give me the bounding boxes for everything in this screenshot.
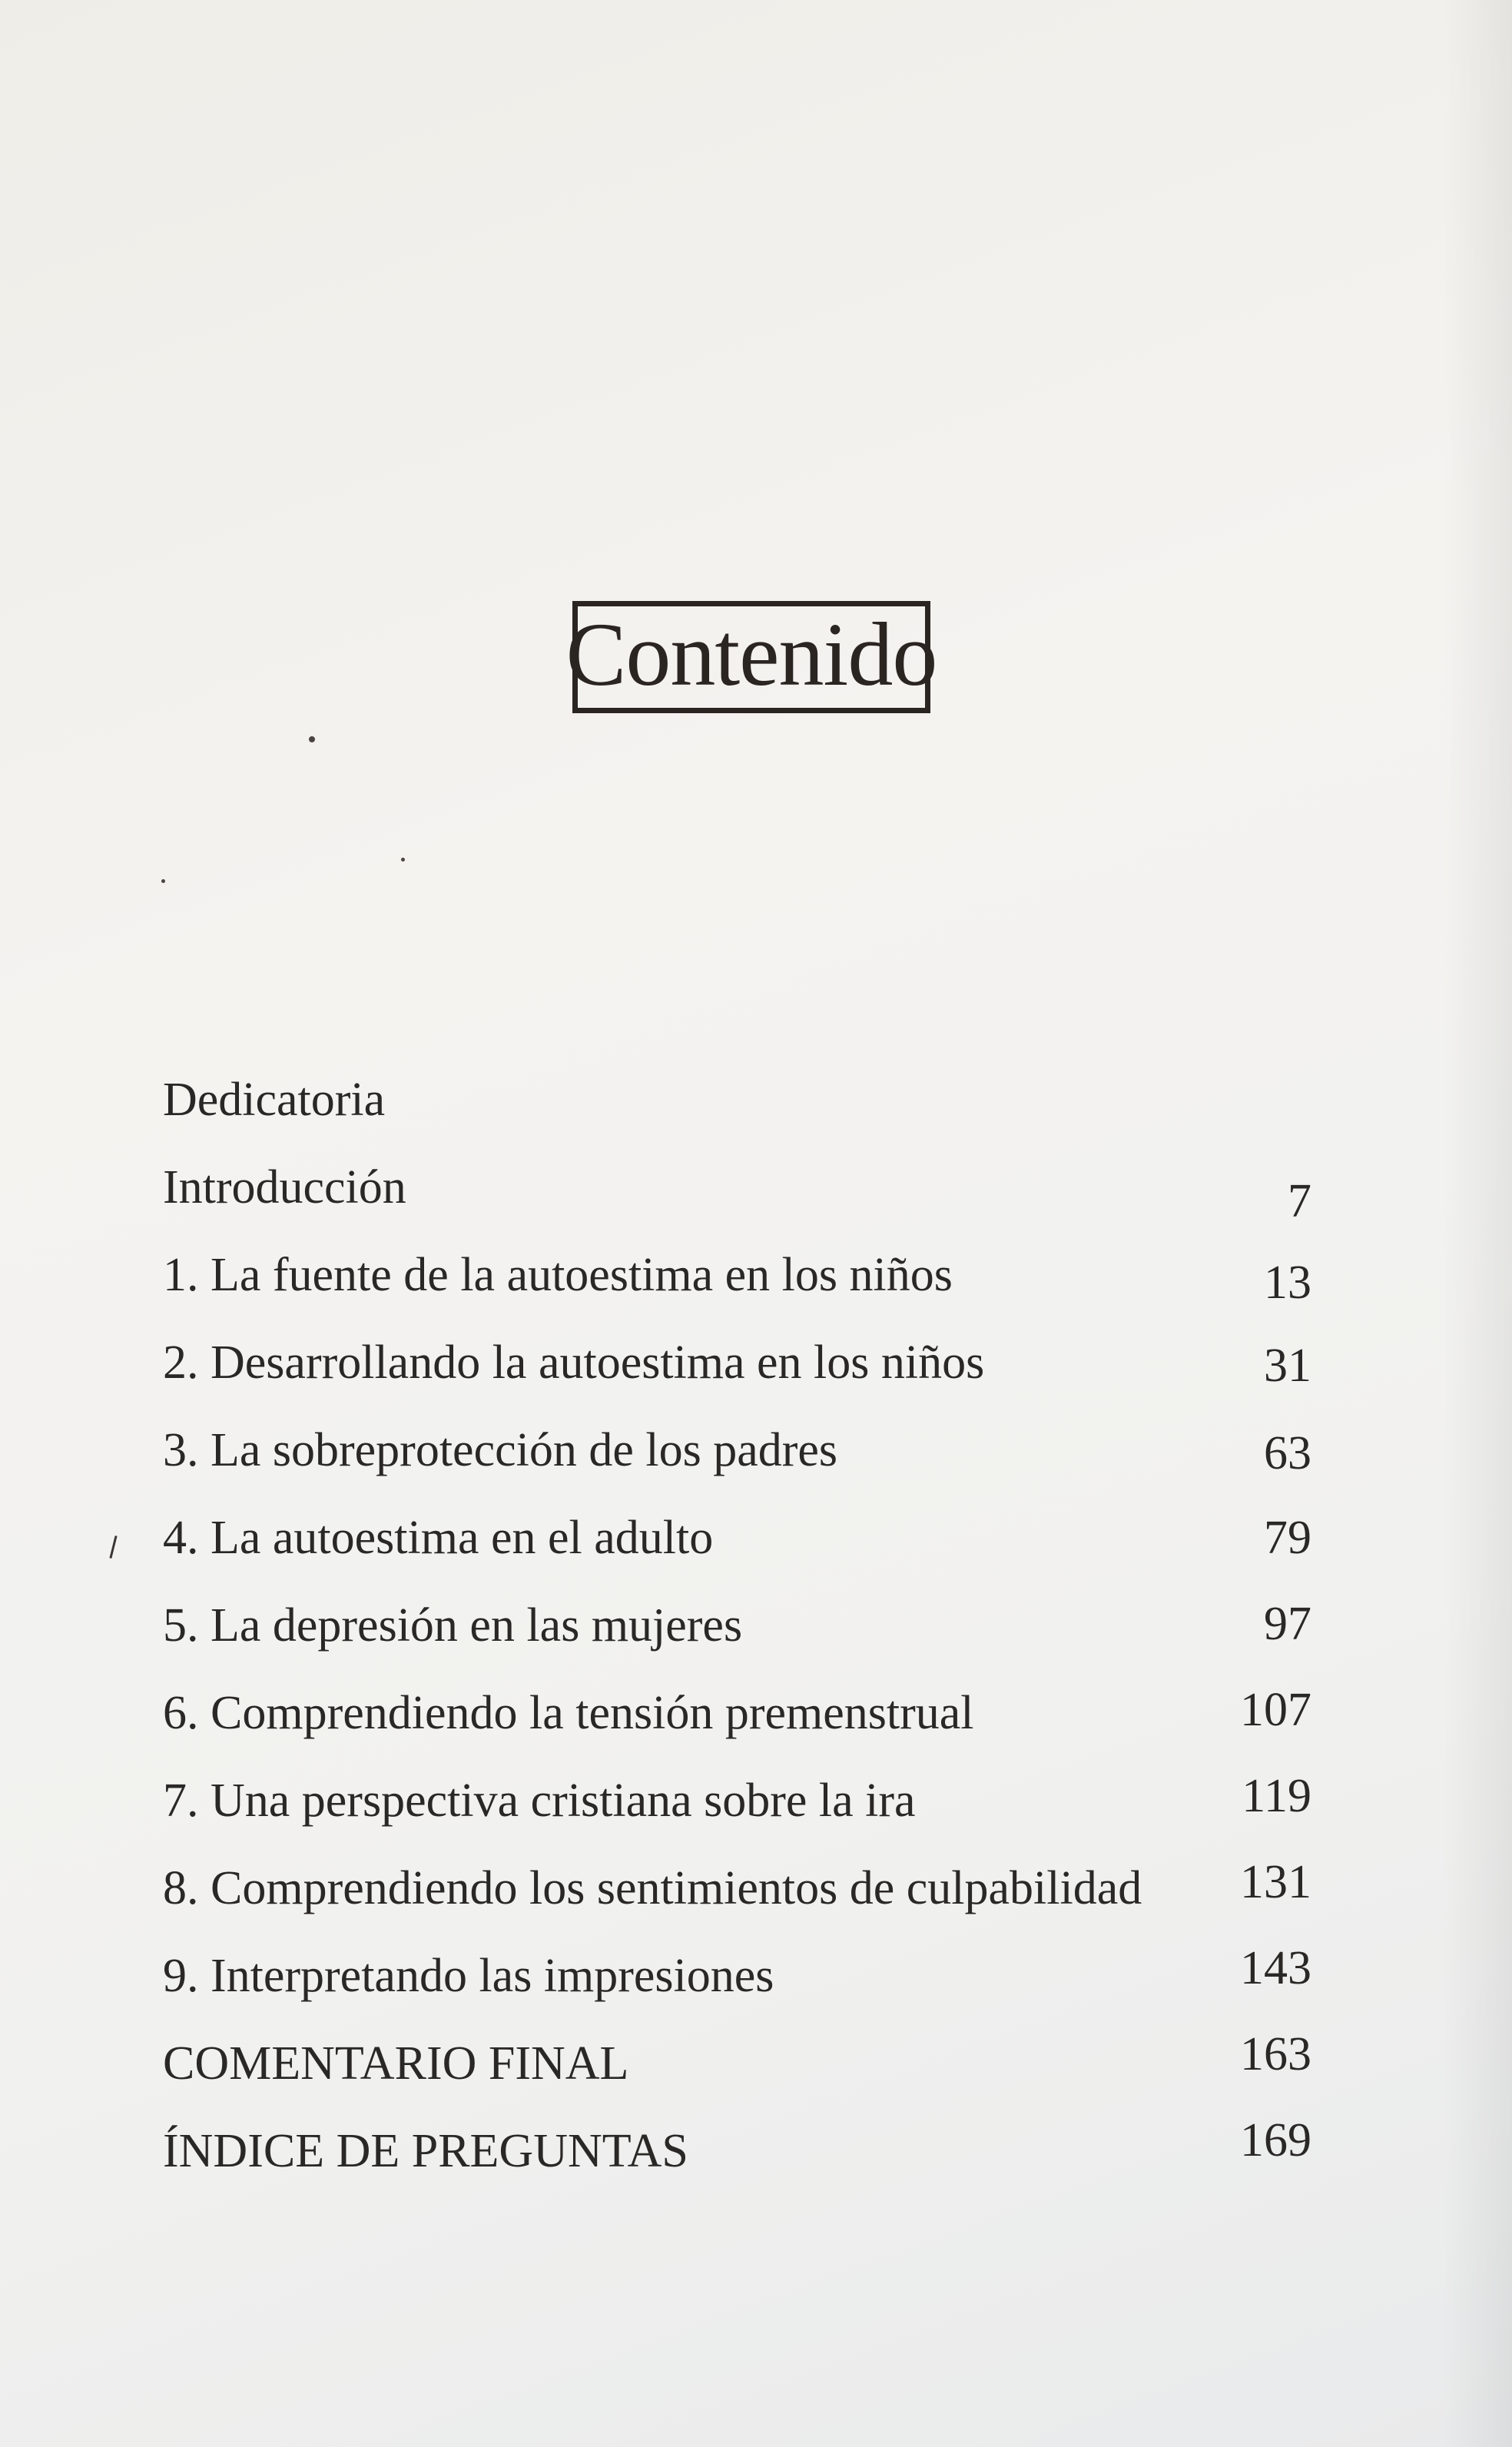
toc-entry-page: 31: [1264, 1340, 1311, 1392]
toc-entry-page: 97: [1264, 1598, 1311, 1650]
toc-entry-label: 4. La autoestima en el adulto: [163, 1512, 714, 1564]
toc-entry-indice-de-preguntas: [163, 2114, 1311, 2215]
page-edge-shadow: [1443, 0, 1512, 2447]
paper-speck: [401, 858, 405, 862]
toc-entry-page: 13: [1264, 1257, 1311, 1309]
toc-entry-chapter-7: [163, 1770, 1311, 1864]
toc-entry-chapter-3: [163, 1426, 1311, 1514]
paper-speck: [161, 879, 165, 883]
toc-entry-chapter-1: [163, 1251, 1311, 1339]
toc-entry-page: 107: [1240, 1684, 1311, 1736]
toc-entry-introduccion: [163, 1161, 1311, 1251]
page-title: Contenido: [565, 604, 937, 705]
toc-entry-label: COMENTARIO FINAL: [163, 2037, 629, 2090]
toc-entry-label: 2. Desarrollando la autoestima en los niños: [163, 1336, 985, 1389]
toc-entry-label: 7. Una perspectiva cristiana sobre la ira: [163, 1775, 916, 1827]
margin-pencil-mark: [109, 1536, 117, 1559]
toc-entry-chapter-2: [163, 1336, 1311, 1426]
toc-entry-page: 131: [1240, 1856, 1311, 1908]
toc-entry-chapter-5: [163, 1598, 1311, 1689]
toc-entry-label: Dedicatoria: [163, 1074, 386, 1126]
toc-entry-label: 5. La depresión en las mujeres: [163, 1599, 743, 1652]
toc-entry-chapter-6: [163, 1684, 1311, 1777]
toc-entry-comentario-final: [163, 2028, 1311, 2127]
table-of-contents: [163, 1076, 1311, 2215]
toc-entry-page: 7: [1288, 1175, 1311, 1227]
toc-entry-label: 6. Comprendiendo la tensión premenstrual: [163, 1687, 974, 1739]
toc-entry-label: Introducción: [163, 1161, 406, 1214]
toc-entry-page: 79: [1264, 1512, 1311, 1564]
toc-entry-label: 3. La sobreprotección de los padres: [163, 1424, 838, 1476]
toc-entry-label: 1. La fuente de la autoestima en los niños: [163, 1249, 953, 1301]
toc-entry-label: ÍNDICE DE PREGUNTAS: [163, 2125, 688, 2177]
toc-entry-label: 9. Interpretando las impresiones: [163, 1950, 774, 2002]
toc-entry-dedicatoria: [163, 1076, 1311, 1164]
toc-entry-page: 163: [1240, 2028, 1311, 2080]
title-box: [565, 601, 937, 713]
toc-entry-chapter-4: [163, 1514, 1311, 1602]
toc-entry-page: 119: [1242, 1770, 1311, 1822]
paper-speck: [309, 736, 315, 742]
toc-entry-page: 63: [1264, 1427, 1311, 1479]
toc-entry-label: 8. Comprendiendo los sentimientos de culpabilidad: [163, 1862, 1142, 1914]
toc-entry-chapter-9: [163, 1942, 1311, 2040]
toc-entry-page: 143: [1240, 1942, 1311, 1994]
toc-entry-page: 169: [1240, 2114, 1311, 2166]
toc-entry-chapter-8: [163, 1856, 1311, 1952]
